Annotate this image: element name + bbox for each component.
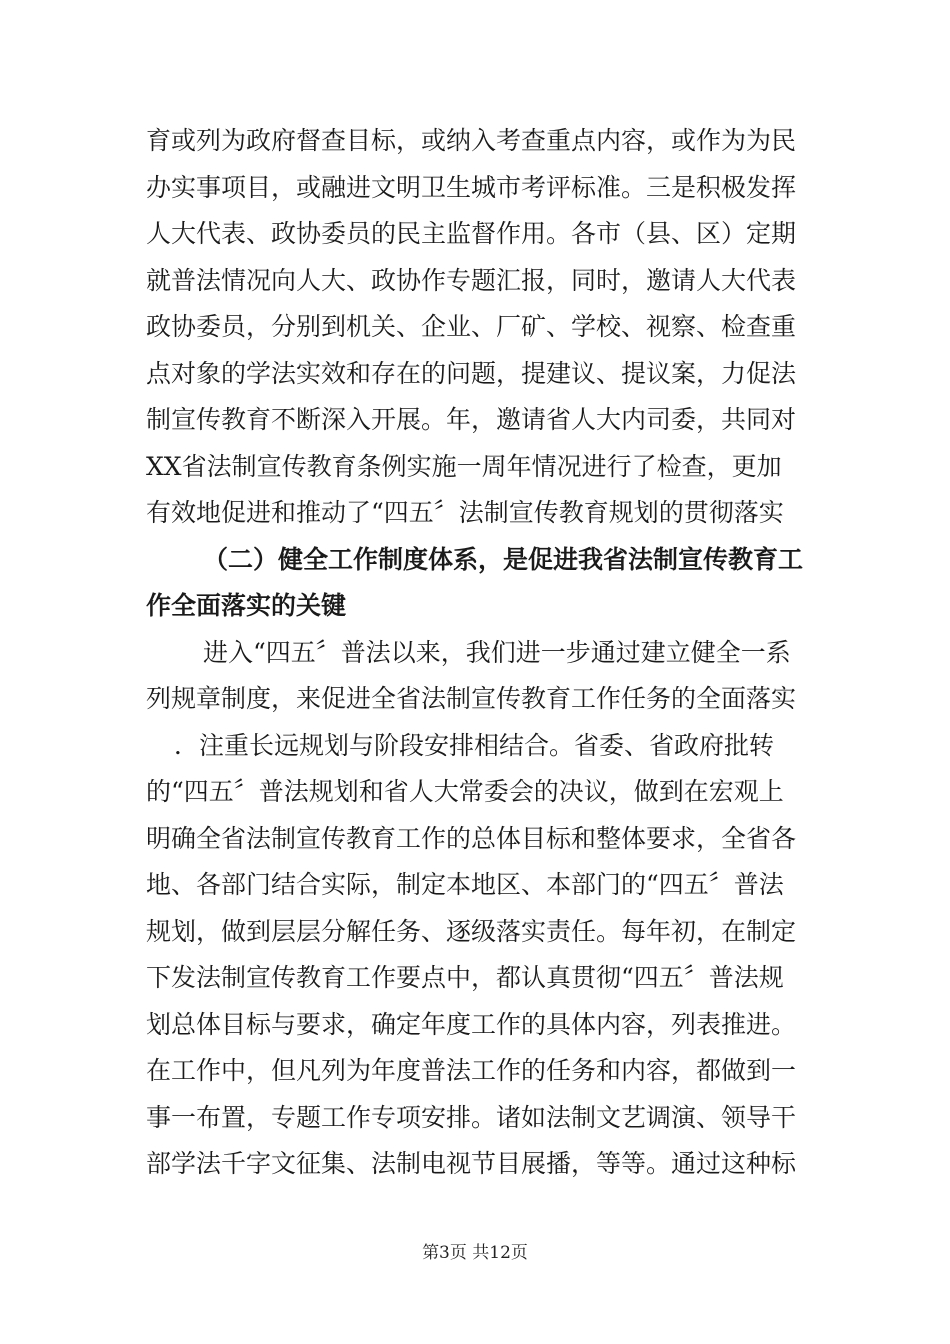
paragraph-line: 下发法制宣传教育工作要点中，都认真贯彻“四五〞普法规 [146, 963, 784, 992]
paragraph-line: 办实事项目，或融进文明卫生城市考评标准。三是积极发挥 [146, 172, 797, 202]
paragraph-line: XX省法制宣传教育条例实施一周年情况进行了检查，更加 [146, 451, 782, 481]
paragraph-line: 划总体目标与要求，确定年度工作的具体内容，列表推进。 [146, 1009, 797, 1039]
paragraph-line: 在工作中，但凡列为年度普法工作的任务和内容，都做到一 [146, 1056, 797, 1085]
paragraph-line: 制宣传教育不断深入开展。年，邀请省人大内司委，共同对 [146, 405, 797, 434]
paragraph-line: 列规章制度，来促进全省法制宣传教育工作任务的全面落实 [146, 684, 797, 713]
paragraph-line: 育或列为政府督查目标，或纳入考查重点内容，或作为为民 [146, 126, 797, 155]
paragraph-line: 的“四五〞普法规划和省人大常委会的决议，做到在宏观上 [146, 777, 784, 806]
paragraph-line: ．注重长远规划与阶段安排相结合。省委、省政府批转 [174, 730, 775, 760]
paragraph-line: 人大代表、政协委员的民主监督作用。各市（县、区）定期 [146, 219, 797, 248]
paragraph-line: 地、各部门结合实际，制定本地区、本部门的“四五〞普法 [146, 870, 784, 899]
paragraph-line: 规划，做到层层分解任务、逐级落实责任。每年初，在制定 [146, 916, 797, 946]
paragraph-line: 明确全省法制宣传教育工作的总体目标和整体要求，全省各 [146, 823, 797, 853]
paragraph-line: 进入“四五〞普法以来，我们进一步通过建立健全一系 [203, 637, 791, 667]
paragraph-line: 就普法情况向人大、政协作专题汇报，同时，邀请人大代表 [146, 265, 797, 295]
paragraph-line: 有效地促进和推动了“四五〞法制宣传教育规划的贯彻落实 [146, 498, 784, 527]
paragraph-line: 政协委员，分别到机关、企业、厂矿、学校、视察、检查重 [146, 312, 797, 341]
paragraph-line: 部学法千字文征集、法制电视节目展播，等等。通过这种标 [146, 1149, 797, 1178]
page-number-footer: 第3页 共12页 [422, 1243, 528, 1263]
section-heading: （二）健全工作制度体系，是促进我省法制宣传教育工 [203, 544, 804, 574]
section-heading-continued: 作全面落实的关键 [146, 591, 347, 620]
paragraph-line: 事一布置，专题工作专项安排。诸如法制文艺调演、领导干 [146, 1102, 797, 1132]
paragraph-line: 点对象的学法实效和存在的问题，提建议、提议案，力促法 [146, 358, 797, 388]
